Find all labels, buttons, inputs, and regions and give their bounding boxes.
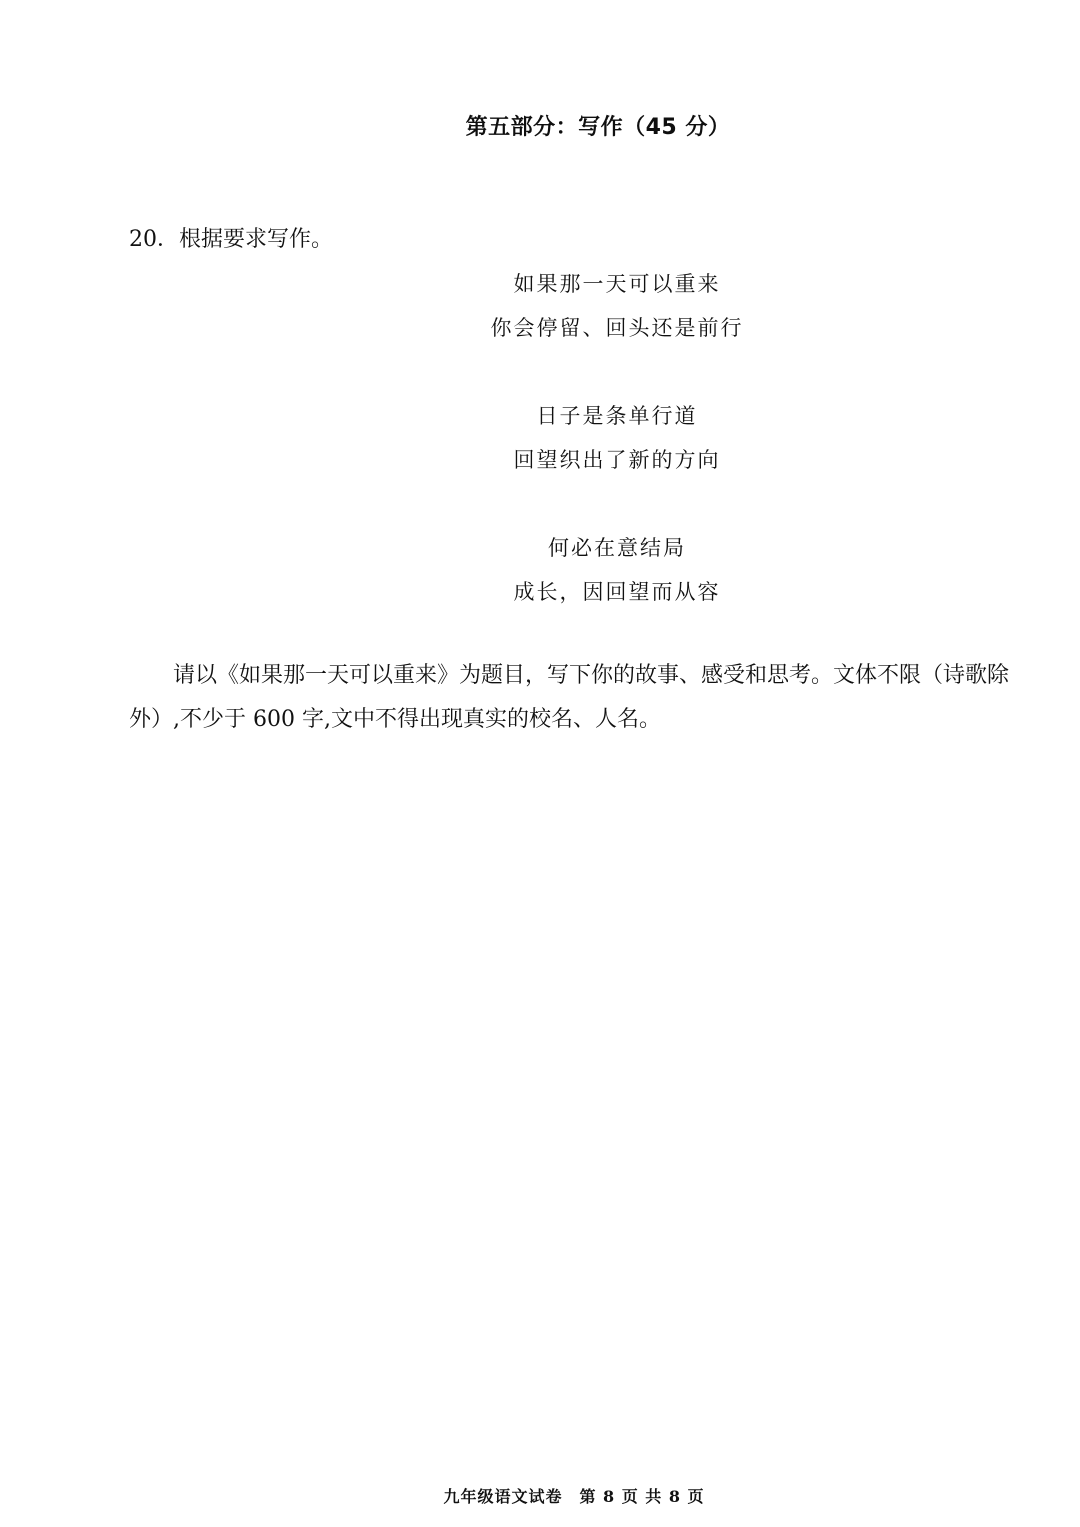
poem-stanza-1 xyxy=(440,262,794,350)
poem-line: 成长，因回望而从容 xyxy=(513,580,721,604)
instruction-line-1: 请以《如果那一天可以重来》为题目，写下你的故事、感受和思考。文体不限（诗歌除 xyxy=(173,663,1010,688)
poem-line: 何必在意结局 xyxy=(548,536,686,560)
poem xyxy=(440,262,794,658)
poem-stanza-2 xyxy=(440,394,794,482)
section-title: 第五部分：写作（45 分） xyxy=(465,115,731,140)
question-prompt: 20．根据要求写作。 xyxy=(129,227,333,252)
poem-line: 日子是条单行道 xyxy=(536,404,698,428)
poem-line: 回望织出了新的方向 xyxy=(513,448,721,472)
writing-instruction xyxy=(129,654,1025,742)
instruction-line-2: 外）,不少于 600 字,文中不得出现真实的校名、人名。 xyxy=(129,707,661,732)
poem-line: 你会停留、回头还是前行 xyxy=(490,316,744,340)
poem-stanza-3 xyxy=(440,526,794,614)
page-footer: 九年级语文试卷 第 8 页 共 8 页 xyxy=(443,1487,705,1506)
poem-line: 如果那一天可以重来 xyxy=(513,272,721,296)
